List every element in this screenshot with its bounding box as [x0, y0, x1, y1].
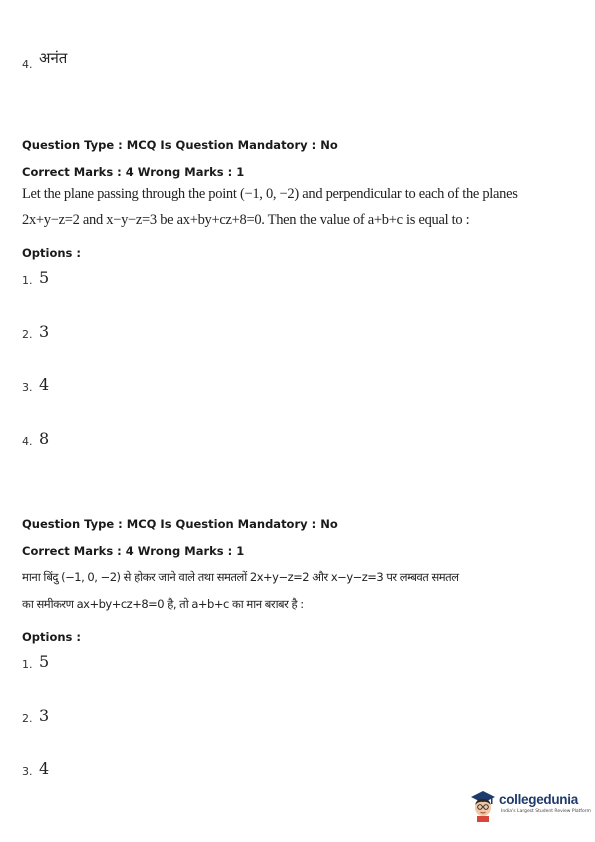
option-number: 2.: [22, 712, 33, 725]
option-value: 4: [39, 759, 50, 778]
option-number: 3.: [22, 765, 33, 778]
question-text-line-2: का समीकरण ax+by+cz+8=0 है, तो a+b+c का मान बराबर है :: [22, 597, 304, 611]
option-number: 4.: [22, 435, 33, 448]
question-type-line: Question Type : MCQ Is Question Mandatory : No: [22, 517, 338, 531]
option-number: 2.: [22, 328, 33, 341]
logo-wordmark: collegedunia: [499, 792, 578, 807]
question-marks-line: Correct Marks : 4 Wrong Marks : 1: [22, 544, 245, 558]
question-text-line-2: 2x+y−z=2 and x−y−z=3 be ax+by+cz+8=0. Then the value of a+b+c is equal to :: [22, 212, 470, 228]
options-label: Options :: [22, 630, 81, 644]
option-number: 4.: [22, 58, 33, 71]
option-value: 5: [39, 268, 50, 287]
question-text-line-1: Let the plane passing through the point (−1, 0, −2) and perpendicular to each of the planes: [22, 186, 518, 202]
option-value: 3: [39, 322, 50, 341]
option-value: 5: [39, 652, 50, 671]
option-number: 1.: [22, 274, 33, 287]
option-value: 3: [39, 706, 50, 725]
option-number: 3.: [22, 381, 33, 394]
graduate-mascot-icon: [468, 788, 498, 822]
collegedunia-logo[interactable]: [468, 786, 591, 826]
question-text-line-1: माना बिंदु (−1, 0, −2) से होकर जाने वाले तथा समतलों 2x+y−z=2 और x−y−z=3 पर लम्बवत समतल: [22, 570, 459, 584]
options-label: Options :: [22, 246, 81, 260]
option-value: अनंत: [39, 49, 68, 67]
option-number: 1.: [22, 658, 33, 671]
question-type-line: Question Type : MCQ Is Question Mandatory : No: [22, 138, 338, 152]
option-value: 4: [39, 375, 50, 394]
question-marks-line: Correct Marks : 4 Wrong Marks : 1: [22, 165, 245, 179]
logo-tagline: India's Largest Student Review Platform: [501, 809, 591, 814]
option-value: 8: [39, 429, 50, 448]
